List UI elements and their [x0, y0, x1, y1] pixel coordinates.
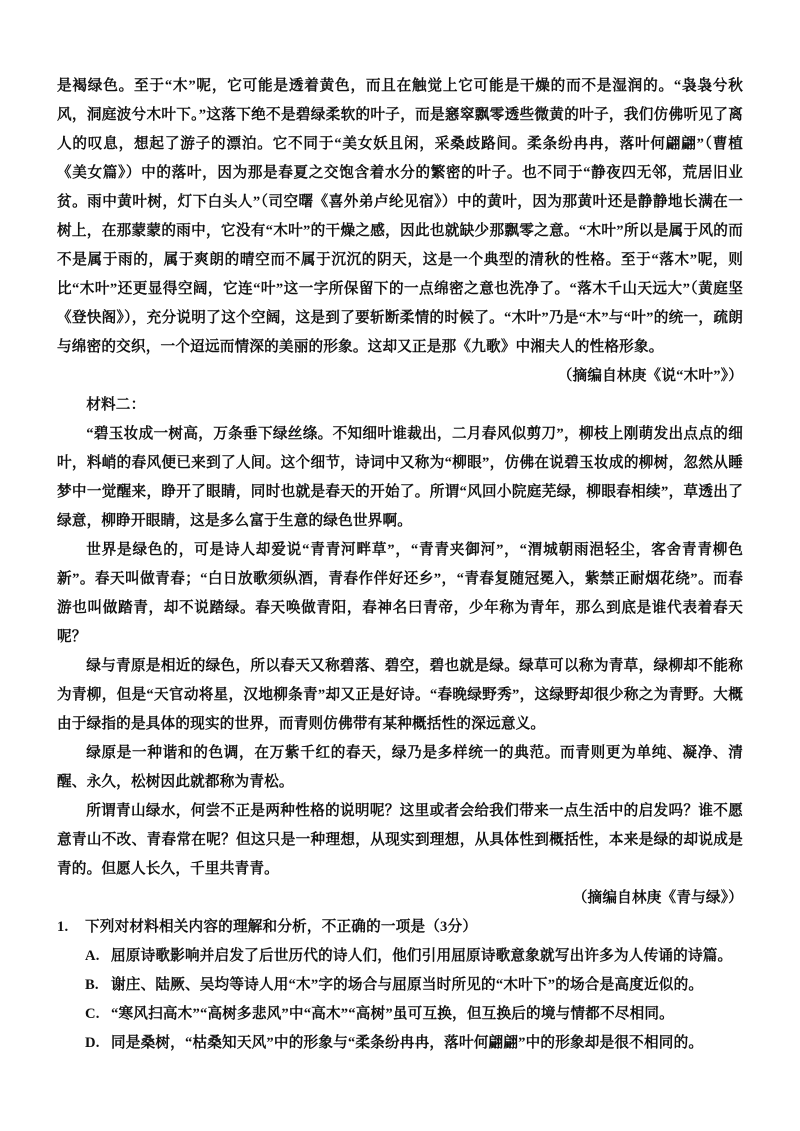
option-a-label: A. [85, 948, 100, 964]
material-two-paragraph-1: “碧玉妆成一树高，万条垂下绿丝绦。不知细叶谁裁出，二月春风似剪刀”，柳枝上刚萌发出点点的细叶，料峭的春风便已来到了人间。这个细节，诗词中又称为“柳眼”，仿佛在说碧玉妆成的柳树，忽然从睡梦中一觉醒来，睁开了眼睛，同时也就是春天的开始了。所谓“风回小院庭芜绿，柳眼春相续”，草透出了绿意，柳睁开眼睛，这是多么富于生意的绿色世界啊。 [57, 426, 743, 529]
question-1-option-b [57, 971, 743, 1000]
attribution-material-one: （摘编自林庚《说“木叶”》） [557, 368, 743, 384]
option-b-label: B. [85, 977, 99, 993]
question-1-stem: 下列对材料相关内容的理解和分析，不正确的一项是（3分） [85, 919, 478, 935]
question-1 [57, 913, 743, 1058]
material-one-continuation-paragraph: 是褐绿色。至于“木”呢，它可能是透着黄色，而且在触觉上它可能是干燥的而不是湿润的。“袅袅兮秋风，洞庭波兮木叶下。”这落下绝不是碧绿柔软的叶子，而是窸窣飘零透些微黄的叶子，我们仿佛听见了离人的叹息，想起了游子的漂泊。它不同于“美女妖且闲，采桑歧路间。柔条纷冉冉，落叶何翩翩”（曹植《美女篇》）中的落叶，因为那是春夏之交饱含着水分的繁密的叶子。也不同于“静夜四无邻，荒居旧业贫。雨中黄叶树，灯下白头人”（司空曙《喜外弟卢纶见宿》）中的黄叶，因为那黄叶还是静静地长满在一树上，在那蒙蒙的雨中，它没有“木叶”的干燥之感，因此也就缺少那飘零之意。“木叶”所以是属于风的而不是属于雨的，属于爽朗的晴空而不属于沉沉的阴天，这是一个典型的清秋的性格。至于“落木”呢，则比“木叶”还更显得空阔，它连“叶”这一字所保留下的一点绵密之意也洗净了。“落木千山天远大”（黄庭坚《登快阁》），充分说明了这个空阔，这是到了要斩断柔情的时候了。“木叶”乃是“木”与“叶”的统一，疏朗与绵密的交织，一个迢远而情深的美丽的形象。这却又正是那《九歌》中湘夫人的性格形象。 [57, 78, 743, 355]
material-two-paragraph-3: 绿与青原是相近的绿色，所以春天又称碧落、碧空，碧也就是绿。绿草可以称为青草，绿柳却不能称为青柳，但是“天官动将星，汉地柳条青”却又正是好诗。“春晚绿野秀”，这绿野却很少称之为青野。大概由于绿指的是具体的现实的世界，而青则仿佛带有某种概括性的深远意义。 [57, 658, 743, 732]
attribution-material-two: （摘编自林庚《青与绿》） [572, 890, 743, 906]
option-a-text: 屈原诗歌影响并启发了后世历代的诗人们，他们引用屈原诗歌意象就写出许多为人传诵的诗篇。 [111, 948, 733, 964]
material-two-heading: 材料二： [86, 397, 146, 413]
option-c-label: C. [85, 1006, 100, 1022]
question-1-option-d [57, 1029, 743, 1058]
material-two-paragraph-2: 世界是绿色的，可是诗人却爱说“青青河畔草”，“青青夹御河”，“渭城朝雨浥轻尘，客舍青青柳色新”。春天叫做青春；“白日放歌须纵酒，青春作伴好还乡”，“青春复随冠冕入，紫禁正耐烟花绕”。而春游也叫做踏青，却不说踏绿。春天唤做青阳，春神名曰青帝，少年称为青年，那么到底是谁代表着春天呢？ [57, 542, 743, 645]
material-two-paragraph-4: 绿原是一种谐和的色调，在万紫千红的春天，绿乃是多样统一的典范。而青则更为单纯、凝净、清醒、永久，松树因此就都称为青松。 [57, 745, 743, 790]
material-two-paragraph-5: 所谓青山绿水，何尝不正是两种性格的说明呢？这里或者会给我们带来一点生活中的启发吗？谁不愿意青山不改、青春常在呢？但这只是一种理想，从现实到理想，从具体性到概括性，本来是绿的却说成是青的。但愿人长久，千里共青青。 [57, 803, 743, 877]
option-b-text: 谢庄、陆厥、吴均等诗人用“木”字的场合与屈原当时所见的“木叶下”的场合是高度近似的。 [111, 977, 704, 993]
question-1-option-a [57, 942, 743, 971]
option-d-text: 同是桑树，“枯桑知天风”中的形象与“柔条纷冉冉，落叶何翩翩”中的形象却是很不相同的。 [111, 1035, 704, 1051]
option-d-label: D. [85, 1035, 100, 1051]
question-1-stem-row [57, 913, 743, 942]
question-1-option-c [57, 1000, 743, 1029]
question-1-number: 1. [57, 919, 69, 935]
option-c-text: “寒风扫高木”“高树多悲风”中“高木”“高树”虽可互换，但互换后的境与情都不尽相同。 [111, 1006, 674, 1022]
